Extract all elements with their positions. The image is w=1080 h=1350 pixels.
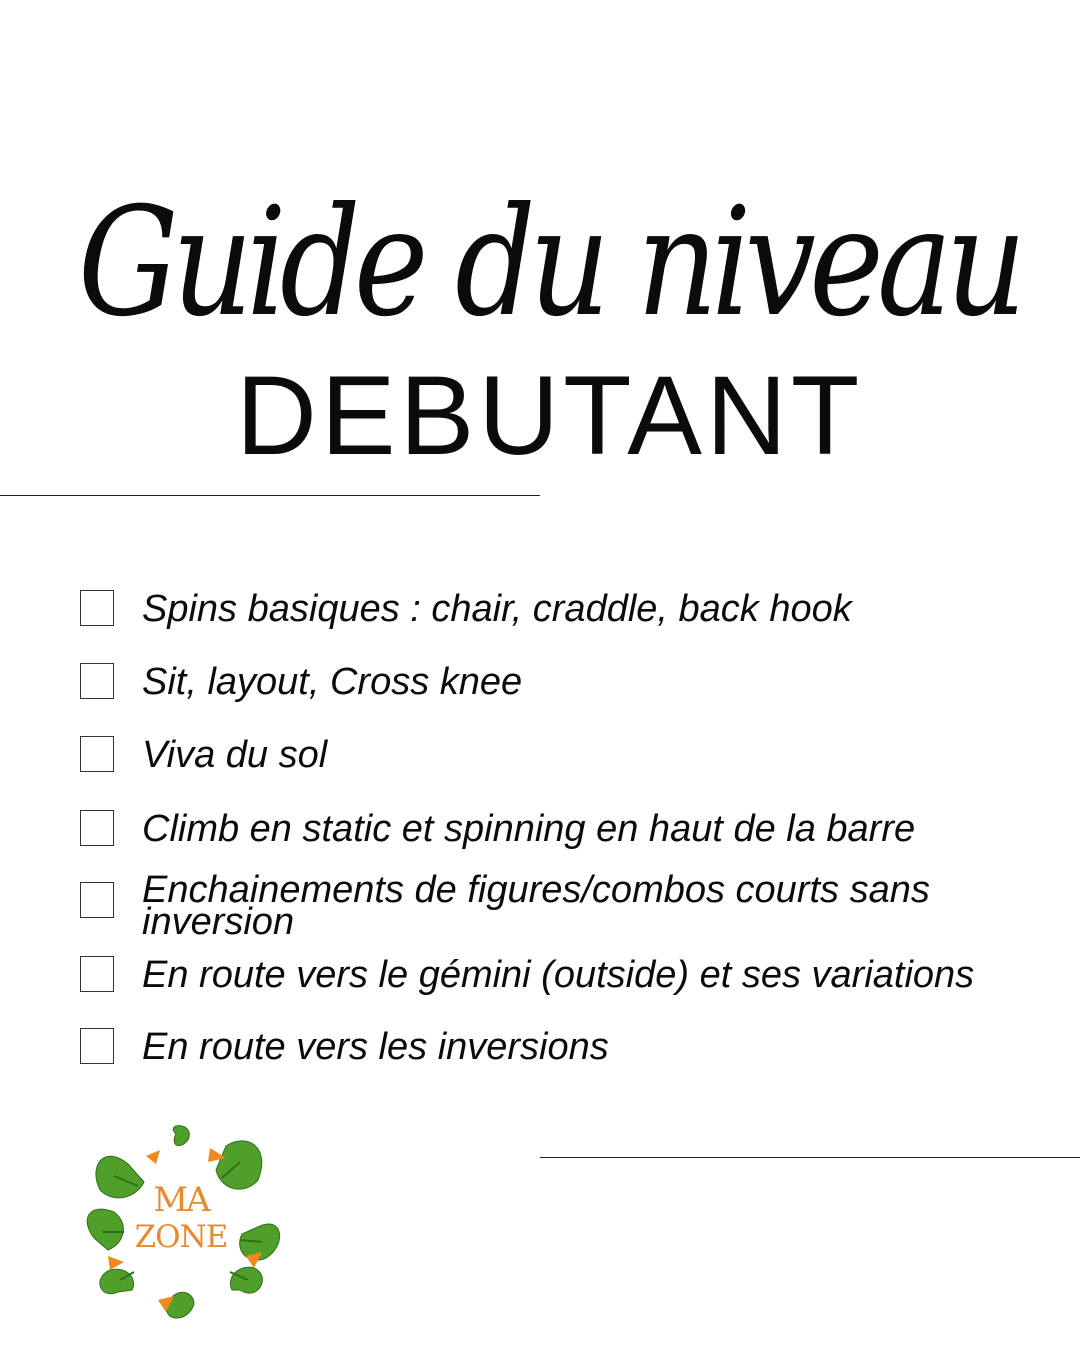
checkbox[interactable]: [80, 590, 114, 626]
checklist-item-label: En route vers le gémini (outside) et ses variations: [142, 954, 975, 996]
checkbox[interactable]: [80, 956, 114, 992]
checkbox[interactable]: [80, 1028, 114, 1064]
logo-line-ma: MA: [153, 1180, 209, 1220]
checkbox[interactable]: [80, 810, 114, 846]
checklist-item-label: Climb en static et spinning en haut de la barre: [142, 808, 916, 850]
page-title: Guide du niveau: [78, 176, 1020, 350]
checklist-item-label: Sit, layout, Cross knee: [142, 661, 523, 703]
checkbox[interactable]: [80, 882, 114, 918]
logo-line-zone: ZONE: [134, 1219, 228, 1255]
checklist-item-label: Enchainements de figures/combos courts sans inversion: [142, 869, 930, 943]
level-title: DEBUTANT: [236, 353, 864, 478]
logo-wordmark: [76, 1124, 286, 1324]
checklist-item-label: Viva du sol: [142, 734, 328, 776]
top-divider: [0, 495, 540, 496]
checklist-item-label: En route vers les inversions: [142, 1026, 609, 1068]
checklist-item-label: Spins basiques : chair, craddle, back hook: [142, 588, 852, 630]
checkbox[interactable]: [80, 663, 114, 699]
checkbox[interactable]: [80, 736, 114, 772]
brand-logo: [76, 1124, 286, 1324]
bottom-divider: [540, 1157, 1080, 1158]
